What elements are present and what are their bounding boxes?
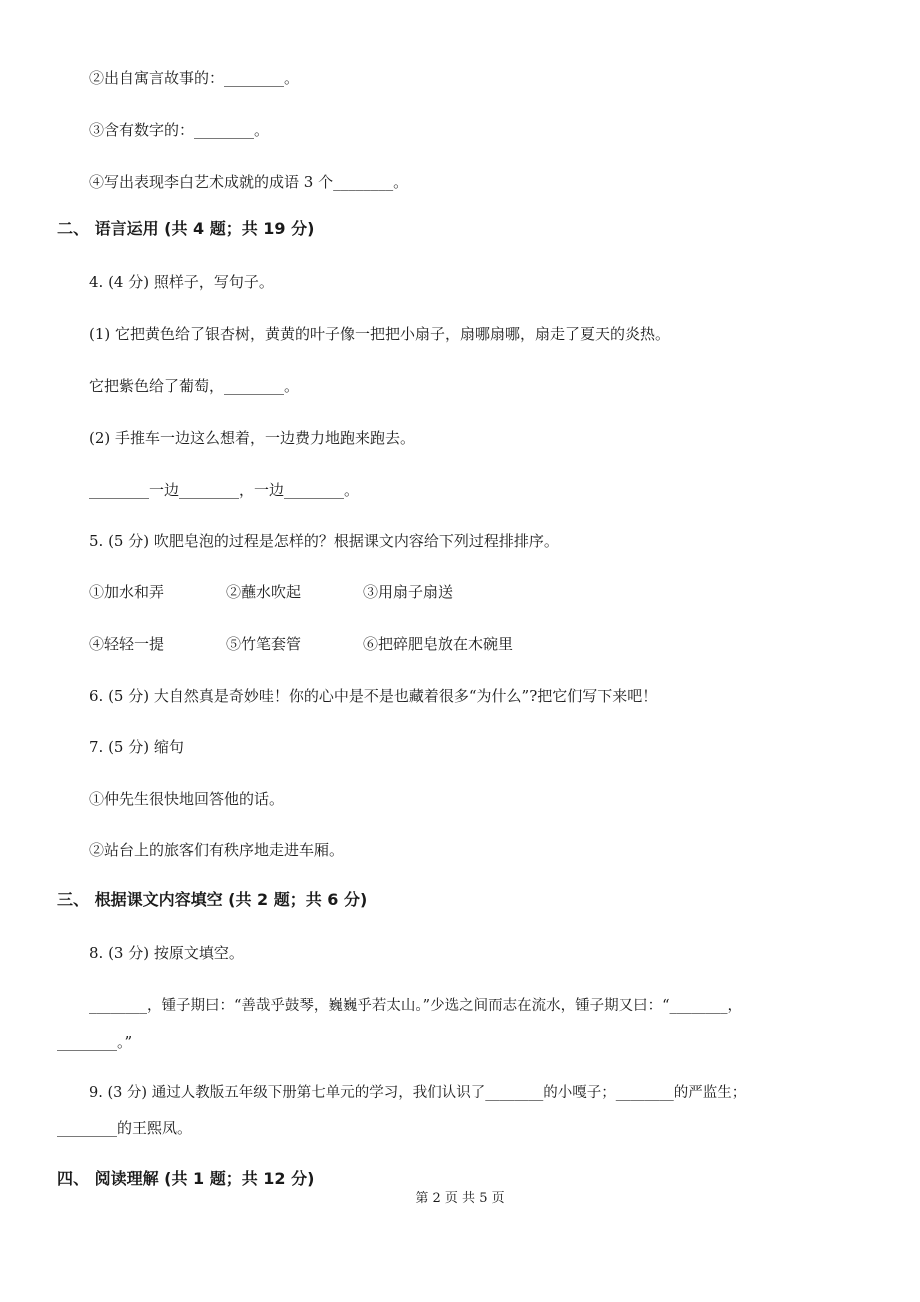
question-4: 4. (4 分) 照样子，写句子。: [89, 273, 274, 291]
question-9-line-2: ________的王熙凤。: [57, 1119, 193, 1137]
question-5-options-row-1: [89, 582, 689, 602]
question-9-line-1: 9. (3 分) 通过人教版五年级下册第七单元的学习，我们认识了________的小嘎子；________的严监生；: [89, 1085, 747, 1101]
question-8-line-2: ________。”: [57, 1033, 133, 1051]
section-3-heading: 三、 根据课文内容填空 (共 2 题；共 6 分): [57, 890, 368, 909]
option-3: ③用扇子扇送: [363, 583, 454, 601]
option-4: ④轻轻一提: [89, 635, 165, 653]
item-3-number: ③含有数字的：________。: [89, 121, 270, 139]
question-7-2: ②站台上的旅客们有秩序地走进车厢。: [89, 841, 345, 859]
question-5-options-row-2: [89, 634, 689, 654]
option-2: ②蘸水吹起: [226, 583, 302, 601]
item-4-libai: ④写出表现李白艺术成就的成语 3 个________。: [89, 173, 409, 191]
section-4-heading: 四、 阅读理解 (共 1 题；共 12 分): [57, 1169, 315, 1188]
question-4-2: (2) 手推车一边这么想着，一边费力地跑来跑去。: [89, 429, 416, 447]
question-7: 7. (5 分) 缩句: [89, 738, 184, 756]
page-footer: 第 2 页 共 5 页: [415, 1191, 505, 1206]
option-5: ⑤竹笔套管: [226, 635, 302, 653]
question-4-1: (1) 它把黄色给了银杏树，黄黄的叶子像一把把小扇子，扇哪扇哪，扇走了夏天的炎热。: [89, 325, 671, 343]
section-2-heading: 二、 语言运用 (共 4 题；共 19 分): [57, 219, 315, 238]
option-6: ⑥把碎肥皂放在木碗里: [363, 635, 514, 653]
question-5: 5. (5 分) 吹肥皂泡的过程是怎样的？根据课文内容给下列过程排排序。: [89, 532, 559, 550]
question-6: 6. (5 分) 大自然真是奇妙哇！你的心中是不是也藏着很多“为什么”?把它们写下来吧！: [89, 687, 658, 705]
question-4-1-answer: 它把紫色给了葡萄，________。: [89, 377, 300, 395]
question-7-1: ①仲先生很快地回答他的话。: [89, 790, 285, 808]
question-8-line-1: ________，锺子期曰：“善哉乎鼓琴，巍巍乎若太山。”少选之间而志在流水，锺子期又曰：“________，: [89, 998, 742, 1014]
item-2-fable: ②出自寓言故事的：________。: [89, 69, 300, 87]
question-8: 8. (3 分) 按原文填空。: [89, 944, 244, 962]
question-4-2-answer: ________一边________，一边________。: [89, 481, 360, 499]
option-1: ①加水和弄: [89, 583, 165, 601]
